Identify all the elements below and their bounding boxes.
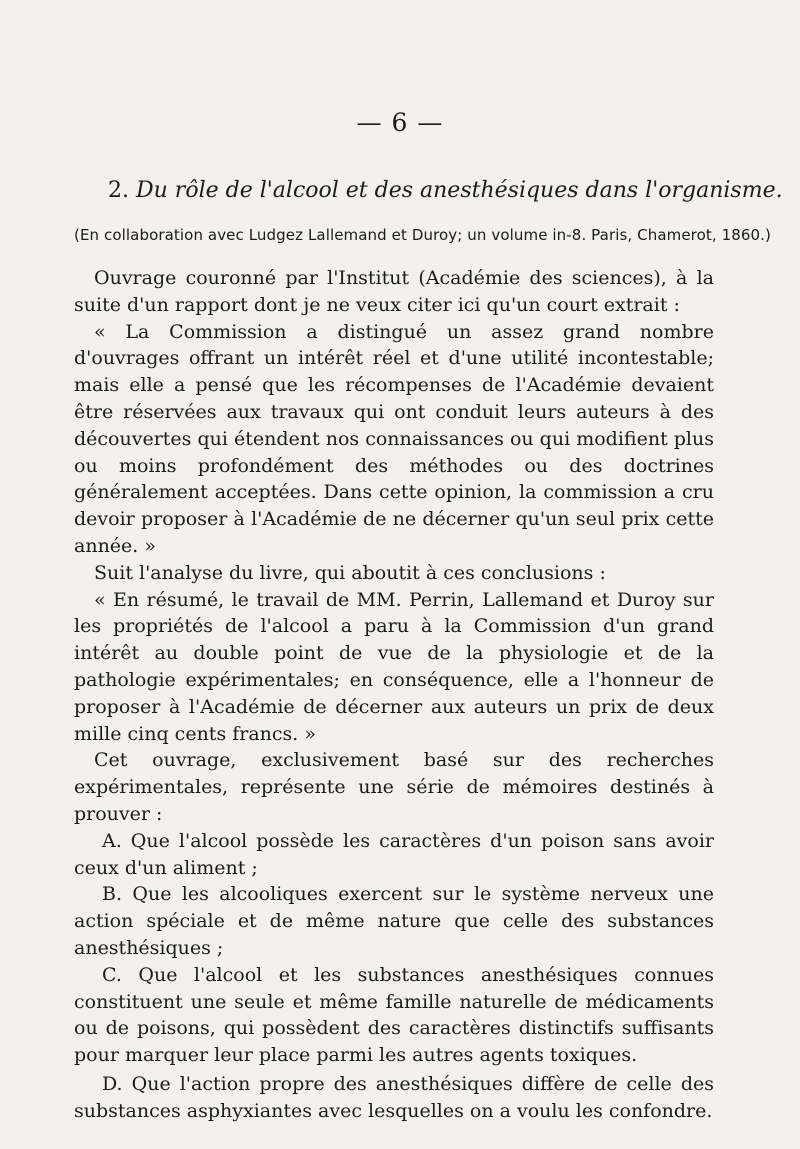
- page-number: — 6 —: [356, 108, 444, 137]
- collaboration-note: (En collaboration avec Ludgez Lallemand et Duroy; un volume in-8. Paris, Chamerot, 1860.): [74, 226, 771, 244]
- paragraph-quote-commission: « La Commission a distingué un assez grand nombre d'ouvrages offrant un intérêt réel et d'une utilité incontestable; mais elle a pensé que les récompenses de l'Académie devaient être réservées aux travaux qui ont conduit leurs auteurs à des découvertes qui étendent nos connaissances ou qui modifient plus ou moins profondément des méthodes ou des doctrines généralement acceptées. Dans cette opinion, la commission a cru devoir proposer à l'Académie de ne décerner qu'un seul prix cette année. »: [74, 320, 714, 557]
- paragraph-quote-summary: « En résumé, le travail de MM. Perrin, Lallemand et Duroy sur les propriétés de l'alcool a paru à la Commission d'un grand intérêt au double point de vue de la physiologie et de la pathologie expérimentales; en conséquence, elle a l'honneur de proposer à l'Académie de décerner aux auteurs un prix de deux mille cinq cents francs. »: [74, 588, 714, 745]
- section-title: Du rôle de l'alcool et des anesthésiques dans l'organisme.: [136, 178, 783, 203]
- paragraph-analysis-lead: Suit l'analyse du livre, qui aboutit à ces conclusions :: [94, 561, 606, 584]
- conclusion-b: B. Que les alcooliques exercent sur le système nerveux une action spéciale et de même nature que celle des substances anesthésiques ;: [74, 883, 714, 959]
- section-number: 2.: [108, 178, 129, 203]
- paragraph-work-description: Cet ouvrage, exclusivement basé sur des recherches expérimentales, représente une série de mémoires destinés à prouver :: [74, 749, 714, 825]
- body-text: [74, 265, 714, 1125]
- paragraph-intro: Ouvrage couronné par l'Institut (Académie des sciences), à la suite d'un rapport dont je ne veux citer ici qu'un court extrait :: [74, 267, 714, 316]
- conclusion-c: C. Que l'alcool et les substances anesthésiques connues constituent une seule et même famille naturelle de médicaments ou de poisons, qui possèdent des caractères distinctifs suffisants pour marquer leur place parmi les autres agents toxiques.: [74, 963, 714, 1067]
- section-heading: [108, 178, 783, 203]
- conclusion-d: D. Que l'action propre des anesthésiques diffère de celle des substances asphyxiantes avec lesquelles on a voulu les confondre.: [74, 1072, 714, 1122]
- conclusion-a: A. Que l'alcool possède les caractères d'un poison sans avoir ceux d'un aliment ;: [74, 829, 714, 879]
